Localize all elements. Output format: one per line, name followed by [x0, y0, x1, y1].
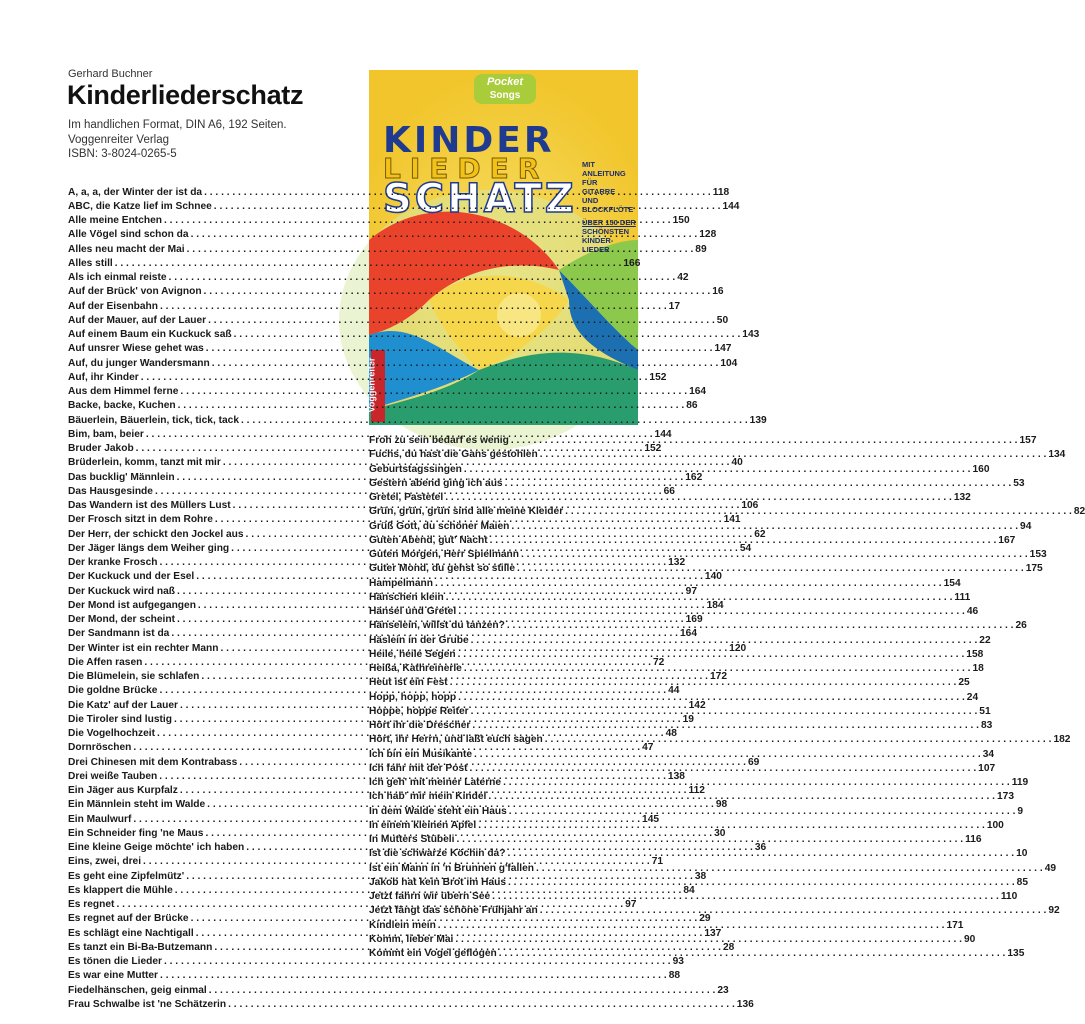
book-title: Kinderliederschatz	[67, 80, 304, 110]
page-number: 119	[1011, 777, 1029, 788]
page-number: 36	[754, 842, 767, 853]
dot-leader	[141, 371, 648, 385]
toc-entry	[68, 399, 698, 413]
page-number: 53	[1013, 477, 1025, 489]
dot-leader	[511, 434, 1018, 448]
page-number: 162	[685, 471, 703, 483]
page-number: 166	[623, 257, 641, 269]
page-number: 182	[1053, 734, 1071, 746]
dot-leader	[509, 805, 1016, 819]
toc-entry	[68, 257, 641, 271]
song-title: Auf der Eisenbahn	[68, 300, 159, 312]
dot-leader	[492, 890, 999, 904]
song-title: Heut ist ein Fest	[369, 677, 448, 689]
page-number: 136	[736, 998, 754, 1010]
song-title: Ich bin ein Musikante	[369, 748, 473, 760]
dot-leader	[464, 463, 971, 477]
page-number: 82	[1073, 506, 1085, 518]
song-title: Heißa, Kathreinerle	[369, 663, 462, 674]
page-number: 145	[642, 813, 660, 825]
song-title: Ich fahr mit der Post	[369, 762, 468, 774]
dot-leader	[503, 776, 1010, 790]
page-number: 49	[1044, 862, 1057, 874]
song-title: Hört, ihr Herrn, und laßt euch sagen	[369, 734, 543, 746]
song-title: Bäuerlein, Bäuerlein, tick, tick, tack	[68, 414, 239, 426]
page-number: 19	[682, 713, 694, 725]
page-number: 97	[685, 585, 697, 597]
dot-leader	[241, 414, 748, 428]
dot-leader	[435, 577, 942, 591]
dot-leader	[472, 719, 979, 733]
page-number: 85	[1016, 876, 1028, 888]
page-number: 138	[667, 770, 685, 782]
dot-leader	[536, 862, 1043, 876]
page-number: 173	[997, 791, 1014, 803]
dot-leader	[507, 847, 1014, 861]
song-title: Die goldne Brücke	[68, 685, 158, 697]
page-number: 154	[943, 577, 961, 589]
page-number: 153	[1029, 549, 1047, 560]
page-number: 66	[663, 485, 675, 497]
isbn-line: ISBN: 3-8024-0265-5	[68, 148, 177, 160]
song-title: Das bucklig' Männlein	[68, 471, 175, 483]
toc-entry	[68, 285, 724, 299]
song-title: Ist ein Mann in 'n Brunnen g'fallen	[369, 862, 535, 874]
song-title: Der Herr, der schickt den Jockel aus	[68, 528, 244, 540]
page-number: 132	[668, 557, 686, 568]
toc-entry	[68, 271, 689, 285]
dot-leader	[511, 520, 1018, 534]
page-number: 100	[986, 819, 1004, 831]
dot-leader	[187, 243, 694, 257]
dot-leader	[521, 548, 1028, 562]
toc-entry	[68, 214, 690, 228]
dot-leader	[164, 214, 671, 228]
page-number: 69	[747, 756, 760, 768]
song-title: Die Blümelein, sie schlafen	[68, 671, 200, 682]
song-title: Alle meine Entchen	[68, 215, 162, 226]
song-title: Heile, heile Segen	[369, 648, 456, 660]
page-number: 51	[979, 705, 991, 717]
page-number: 40	[731, 457, 743, 469]
song-title: Ist die schwarze Köchin da?	[369, 848, 506, 860]
page-number: 110	[1000, 891, 1018, 902]
song-title: Aus dem Himmel ferne	[68, 386, 179, 397]
song-title: Grüß Gott, du schöner Maien	[369, 520, 510, 532]
song-title: Hoppe, hoppe Reiter	[369, 705, 469, 717]
page-number: 34	[982, 748, 995, 760]
format-line: Im handlichen Format, DIN A6, 192 Seiten.	[68, 119, 287, 131]
toc-entry	[68, 414, 767, 428]
dot-leader	[540, 904, 1047, 918]
page-number: 112	[688, 785, 705, 796]
page-number: 42	[677, 272, 689, 283]
song-title: Dornröschen	[68, 742, 132, 754]
dot-leader	[438, 919, 945, 933]
page-number: 106	[741, 500, 759, 511]
page-number: 24	[966, 691, 979, 703]
page-number: 157	[1019, 435, 1037, 446]
toc-entry	[68, 314, 729, 328]
song-title: Der Mond, der scheint	[68, 614, 175, 625]
song-title: Häslein in der Grube	[369, 634, 469, 646]
toc-entry	[68, 969, 681, 983]
page-number: 72	[653, 656, 665, 668]
song-title: Jetzt fängt das schöne Frühjahr an	[369, 905, 538, 917]
dot-leader	[471, 705, 978, 719]
song-title: ABC, die Katze lief im Schnee	[68, 200, 212, 212]
song-title: Jakob hat kein Brot im Haus	[369, 876, 506, 888]
song-title: Als ich einmal reiste	[68, 272, 167, 283]
song-title: Der Kuckuck und der Esel	[68, 571, 195, 583]
song-title: Frau Schwalbe ist 'ne Schätzerin	[68, 998, 227, 1010]
dot-leader	[206, 342, 713, 356]
song-title: Brüderlein, komm, tanzt mit mir	[68, 457, 221, 469]
song-title: Eins, zwei, drei	[68, 856, 142, 868]
song-title: Guten Abend, gut' Nacht	[369, 534, 488, 546]
song-title: Es geht eine Zipfelmütz'	[68, 870, 185, 882]
page-number: 98	[715, 799, 728, 811]
page-number: 140	[704, 571, 722, 583]
song-title: Das Wandern ist des Müllers Lust	[68, 500, 231, 511]
page-number: 46	[966, 606, 979, 617]
page-number: 120	[729, 642, 747, 654]
page-number: 83	[981, 720, 993, 731]
song-title: Hänselein, willst du tanzen?	[369, 620, 505, 632]
page-number: 175	[1025, 563, 1043, 575]
page-number: 71	[651, 856, 664, 868]
song-title: Auf der Mauer, auf der Lauer	[68, 314, 207, 326]
song-title: Der kranke Frosch	[68, 557, 158, 568]
author: Gerhard Buchner	[68, 68, 153, 80]
dot-leader	[204, 285, 711, 299]
dot-leader	[488, 790, 995, 804]
dot-leader	[208, 314, 715, 328]
page-number: 118	[712, 186, 730, 198]
page-number: 171	[946, 919, 964, 931]
song-title: Die Vogelhochzeit	[68, 728, 155, 739]
song-title: Alles still	[68, 257, 113, 269]
dot-leader	[507, 619, 1014, 633]
dot-leader	[204, 186, 711, 200]
page-number: 160	[972, 463, 990, 475]
page-number: 22	[979, 634, 991, 646]
song-title: Kindlein mein	[369, 919, 436, 931]
page-number: 143	[742, 329, 760, 340]
page-number: 135	[1007, 948, 1025, 959]
song-title: Drei weiße Tauben	[68, 770, 158, 782]
page-number: 48	[665, 728, 677, 739]
song-title: Ich hab' mir mein Kindel	[369, 791, 487, 803]
page-number: 30	[714, 827, 726, 839]
page-number: 23	[717, 984, 729, 996]
pocket-songs-badge: Pocket Songs	[474, 74, 536, 104]
dot-leader	[545, 733, 1052, 747]
page-number: 10	[1016, 848, 1028, 860]
toc-entry	[68, 186, 730, 200]
toc-entry	[369, 904, 1060, 918]
dot-leader	[234, 328, 741, 342]
dot-leader	[565, 505, 1072, 519]
page-number: 111	[954, 591, 971, 603]
dot-leader	[470, 762, 977, 776]
page-number: 54	[739, 542, 752, 554]
page-number: 147	[714, 343, 732, 355]
dot-leader	[458, 605, 965, 619]
page-number: 104	[720, 357, 738, 369]
cover-side-text: MIT ANLEITUNG FÜR GITARRE UND BLOCKFLÖTE ÜBER 150 DER SCHÖNSTEN KINDER- LIEDER	[582, 160, 636, 254]
page-number: 144	[722, 200, 740, 212]
page-number: 97	[625, 899, 637, 910]
page-number: 25	[958, 677, 970, 689]
song-title: Ich geh' mit meiner Laterne	[369, 777, 502, 788]
page-number: 93	[672, 956, 684, 967]
page-number: 158	[966, 648, 984, 660]
dot-leader	[450, 676, 957, 690]
song-title: Gestern abend ging ich aus	[369, 477, 503, 489]
song-title: Es schlägt eine Nachtigall	[68, 927, 194, 939]
page-number: 88	[668, 970, 681, 982]
toc-entry	[68, 228, 717, 242]
dot-leader	[191, 228, 698, 242]
dot-leader	[115, 257, 622, 271]
song-title: Die Tiroler sind lustig	[68, 713, 172, 725]
song-title: Guten Morgen, Herr Spielmann	[369, 549, 520, 560]
dot-leader	[478, 819, 985, 833]
page-number: 62	[754, 528, 766, 540]
page-number: 89	[695, 243, 707, 255]
page-number: 44	[668, 685, 680, 697]
song-title: Die Katz' auf der Lauer	[68, 699, 178, 711]
song-title: Auf einem Baum ein Kuckuck saß	[68, 329, 232, 340]
page-number: 29	[699, 913, 711, 925]
song-title: Ein Schneider fing 'ne Maus	[68, 827, 204, 839]
dot-leader	[180, 385, 687, 399]
toc-entry	[68, 984, 729, 998]
song-title: Alles neu macht der Mai	[68, 243, 185, 255]
page-number: 164	[689, 386, 707, 397]
song-title: Die Affen rasen	[68, 656, 143, 668]
song-title: Es war eine Mutter	[68, 970, 159, 982]
dot-leader	[228, 998, 735, 1012]
dot-leader	[517, 562, 1024, 576]
song-title: Der Sandmann ist da	[68, 628, 170, 640]
song-title: Der Jäger längs dem Weiher ging	[68, 542, 230, 554]
publisher-logo: Voggenreiter	[371, 350, 385, 422]
dot-leader	[446, 591, 953, 605]
page-number: 142	[688, 699, 706, 711]
publisher-line: Voggenreiter Verlag	[68, 133, 170, 146]
song-title: Ein Männlein steht im Walde	[68, 799, 206, 811]
dot-leader	[455, 933, 962, 947]
page-number: 116	[965, 834, 982, 845]
page-number: 92	[1048, 905, 1060, 917]
song-title: Jetzt fahrn wir übern See	[369, 891, 491, 902]
dot-leader	[214, 200, 721, 214]
dot-leader	[160, 969, 667, 983]
song-title: Auf, ihr Kinder	[68, 371, 139, 383]
cover-title-line3: SCHATZ	[383, 176, 577, 222]
song-title: Der Kuckuck wird naß	[68, 585, 175, 597]
song-title: Der Mond ist aufgegangen	[68, 599, 196, 611]
dot-leader	[456, 833, 963, 847]
page-number: 38	[694, 870, 707, 882]
song-title: Auf unsrer Wiese gehet was	[68, 343, 204, 355]
song-title: Ein Maulwurf	[68, 813, 132, 825]
song-title: Auf, du junger Wandersmann	[68, 357, 210, 369]
page-number: 28	[723, 941, 735, 953]
page-number: 84	[683, 884, 695, 896]
song-title: Ein Jäger aus Kurpfalz	[68, 785, 178, 796]
song-title: Es regnet	[68, 899, 115, 910]
toc-entry	[68, 955, 684, 969]
page-number: 134	[1048, 449, 1066, 461]
dot-leader	[209, 984, 716, 998]
dot-leader	[458, 691, 965, 705]
dot-leader	[499, 947, 1006, 961]
dot-leader	[508, 876, 1015, 890]
dot-leader	[464, 662, 971, 676]
song-title: Grün, grün, grün sind alle meine Kleider	[369, 506, 564, 518]
page-number: 86	[686, 400, 698, 412]
dot-leader	[490, 534, 997, 548]
page-number: 128	[699, 229, 717, 241]
toc-entry	[68, 200, 740, 214]
page-number: 16	[712, 286, 724, 298]
toc-entry	[68, 342, 732, 356]
cover-title-line1: KINDER	[383, 120, 555, 161]
dot-leader	[445, 491, 952, 505]
song-title: Drei Chinesen mit dem Kontrabass	[68, 756, 238, 768]
song-title: A, a, a, der Winter der ist da	[68, 186, 203, 198]
song-title: Alle Vögel sind schon da	[68, 229, 189, 241]
song-title: Es tanzt ein Bi-Ba-Butzemann	[68, 941, 213, 953]
dot-leader	[471, 634, 978, 648]
toc-entry	[68, 998, 754, 1012]
page-number: 144	[654, 428, 672, 440]
song-title: Kommt ein Vogel geflogen	[369, 948, 497, 959]
page-number: 152	[644, 443, 662, 454]
page-number: 9	[1017, 805, 1024, 817]
dot-leader	[474, 748, 981, 762]
dot-leader	[458, 648, 965, 662]
page-number: 172	[710, 671, 728, 682]
song-title: Bruder Jakob	[68, 443, 134, 454]
song-title: Hampelmann	[369, 577, 433, 589]
page-number: 132	[953, 492, 971, 503]
toc-entry	[68, 300, 681, 314]
song-title: In einem kleinen Apfel	[369, 819, 477, 831]
page-number: 184	[706, 599, 724, 611]
page-number: 141	[723, 514, 741, 526]
page-number: 94	[1020, 520, 1032, 532]
song-title: Fiedelhänschen, geig einmal	[68, 984, 207, 996]
song-title: Guter Mond, du gehst so stille	[369, 563, 516, 575]
song-title: Es klappert die Mühle	[68, 884, 173, 896]
toc-entry	[68, 357, 738, 371]
dot-leader	[212, 357, 719, 371]
song-title: In dem Walde steht ein Haus	[369, 805, 507, 817]
page-number: 139	[749, 414, 767, 426]
toc-entry	[68, 385, 707, 399]
song-title: Es regnet auf der Brücke	[68, 913, 189, 925]
song-title: Der Winter ist ein rechter Mann	[68, 642, 219, 654]
song-title: Das Hausgesinde	[68, 485, 153, 497]
song-title: Hört ihr die Drescher	[369, 720, 471, 731]
song-title: Auf der Brück' von Avignon	[68, 286, 202, 298]
page-number: 50	[716, 314, 729, 326]
song-title: Bim, bam, beier	[68, 428, 144, 440]
song-title: Backe, backe, Kuchen	[68, 400, 176, 412]
song-title: Gretel, Pastetel	[369, 492, 444, 503]
dot-leader	[169, 271, 676, 285]
page-number: 152	[649, 371, 667, 383]
song-title: Froh zu sein bedarf es wenig	[369, 435, 509, 446]
page-number: 18	[972, 663, 984, 674]
song-title: Eine kleine Geige möchte' ich haben	[68, 842, 245, 853]
song-title: Es tönen die Lieder	[68, 956, 162, 967]
song-title: Hänschen klein	[369, 591, 444, 603]
page-number: 164	[680, 628, 697, 640]
toc-entry	[68, 371, 667, 385]
page-number: 137	[704, 927, 722, 939]
dot-leader	[540, 448, 1047, 462]
song-title: Fuchs, du hast die Gans gestohlen	[369, 449, 538, 461]
dot-leader	[178, 399, 685, 413]
song-title: Hopp, hopp, hopp	[369, 691, 457, 703]
page-number: 107	[978, 762, 996, 774]
song-title: Der Frosch sitzt in dem Rohre	[68, 514, 213, 526]
cover-title-line2: LIEDER	[383, 152, 549, 185]
song-title: Hänsel und Gretel	[369, 606, 457, 617]
song-title: Geburtstagssingen	[369, 463, 462, 475]
page-number: 167	[998, 534, 1016, 546]
page-number: 169	[685, 614, 703, 625]
toc-entry	[68, 243, 707, 257]
page-number: 90	[964, 933, 976, 945]
song-title: In Mutters Stübeli	[369, 834, 455, 845]
toc-entry	[68, 328, 760, 342]
page-number: 17	[668, 300, 681, 312]
dot-leader	[505, 477, 1012, 491]
page-number: 26	[1015, 620, 1027, 632]
song-title: Komm, lieber Mai	[369, 933, 454, 945]
dot-leader	[160, 300, 667, 314]
page-number: 150	[672, 215, 690, 226]
book-details	[68, 118, 358, 162]
page-number: 47	[642, 742, 654, 754]
